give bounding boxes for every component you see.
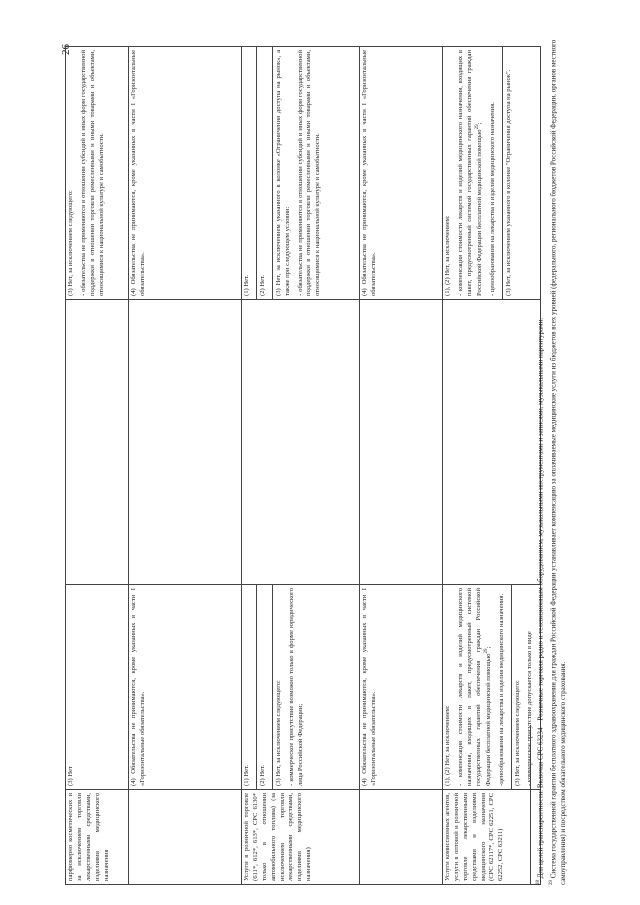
cell-line: - обязательства не применяются в отношении субсидий и иных форм государственной поддержки в отношении торговли ремесленными и иными товарами и объектами, относящимися к национальной культуре и самобытности. [296,50,322,296]
table-row [66,47,129,885]
divider [511,585,512,789]
footnote-rule [530,725,531,885]
divider [272,585,273,789]
cell-line: - ценообразования на лекарства и изделия медицинского назначения. [488,102,496,296]
cell-line: (2) Нет. [258,764,266,786]
commitments-table [65,46,541,885]
cell-line: (2) Нет. [258,274,266,296]
footnote-ref: 29 [474,124,480,130]
footnote [548,25,569,885]
cell-line: (1), (2) Нет, за исключением: [444,215,451,296]
cell-line: (3) Нет, за исключением указанного в колонке «Ограничения доступа на рынок», а также при следующем условии: [274,50,291,296]
table-row [242,47,360,885]
cell-line: (3) Нет, за исключением следующего: [274,680,282,786]
national-treatment-cell-empty [129,300,242,585]
divider [272,47,273,299]
footnotes [530,25,571,885]
additional-cell [66,47,129,300]
divider [256,47,257,299]
divider [502,47,503,299]
cell-line: (3) Нет, за исключением следующего: [67,190,74,296]
national-treatment-cell-empty [66,300,129,585]
cell-line: - обязательства не применяются в отношении субсидий и иных форм государственной поддержки в отношении торговли ремесленными и иными товарами и объектами, относящимися к национальной культуре и самобытности. [79,50,105,296]
footnote-text: Для целей транспарентности: Включая CPC 63234 – Розничные торговля радио и телевизионным оборудованием, музыкальными инструментами и записями, музыкальными партитурами. [536,317,545,879]
cell-line: -ценообразования на лекарства и изделия медицинского назначения. [497,593,505,786]
table-row [129,47,242,885]
national-treatment-cell-empty [360,300,443,585]
sector-cell [242,790,360,885]
cell-line: (3) Нет, за исключением указанного в колонке "Ограничения доступа на рынок". [504,69,512,296]
cell-line: (4) Обязательства не принимаются, кроме указанных в части I «Горизонтальные обязательства». [130,588,146,786]
national-treatment-cell-empty [443,300,541,585]
additional-cell [443,47,541,300]
footnote-number: 29 [549,880,555,885]
market-access-cell [360,585,443,790]
table-row [360,47,443,885]
market-access-cell [66,585,129,790]
cell-line: (1) Нет. [243,764,250,786]
sector-text: Услуги комиссионных агентов, услуги в оптовой и розничной торговле лекарственными средствами и изделиями медицинского назначения (CPC 62117*, CPC 62251, CPC 62252, CPC 63211) [444,793,505,881]
additional-cell [129,47,242,300]
market-access-text: (3) Нет [67,766,74,786]
footnote [535,25,546,885]
sector-cell [66,790,129,885]
cell-line: - коммерческое присутствие возможно только в форме юридического лица Российской Федерации; [287,588,304,786]
additional-cell [360,47,443,300]
cell-line: - компенсация стоимости лекарств и изделий медицинского назначения, входящих в пакет, предусмотренный системой государственных гарантий обеспечения граждан Российской Федерации бесплатной медицинской помощью$^{29}$; [456,588,492,786]
footnote-ref: 29 [483,648,489,654]
footnote-text: Система государственной гарантии бесплатного здравоохранения для граждан Российской Федерации устанавливает компенсацию за оплачиваемые медицинские услуги из бюджетов всех уровней (федерального, регионального бюджетов Российской Федерации, органов местного самоуправления) и посредством обязательного медицинского страхования. [549,39,568,885]
cell-line: (1) Нет. [243,274,250,296]
cell-line: (4) Обязательства не принимаются, кроме указанных в части I «Горизонтальные обязательства». [361,588,377,786]
page-number: 26 [60,44,72,55]
cell-line: (1), (2) Нет, за исключением: [444,705,451,786]
footnote-number: 28 [536,880,541,885]
national-treatment-cell-empty [242,300,360,585]
sector-text: Услуги в розничной торговле (611*, 612*, 613*, CPC 6130* только в отношении автомобильного топлива) (за исключением торговли лекарственными средствами, изделиями медицинского назначения) [243,793,313,881]
cell-line: - коммерческое присутствие допускается только в виде [526,631,534,786]
additional-cell [242,47,360,300]
market-access-cell [242,585,360,790]
sector-cell [129,790,242,885]
sector-cell [443,790,541,885]
sector-cell [360,790,443,885]
market-access-cell [129,585,242,790]
divider [256,585,257,789]
cell-line: (4) Обязательства не принимаются, кроме указанных в части I «Горизонтальные обязательства». [130,50,146,296]
sector-text: парфюмерно косметических и за исключением торговли лекарственными средствами, изделиями медицинского назначения [67,793,110,881]
table-row [443,47,541,885]
cell-line: (4) Обязательства не принимаются, кроме указанных в части I «Горизонтальные обязательства». [361,50,377,296]
market-access-cell [443,585,541,790]
cell-line: (3) Нет, за исключением следующего: [513,680,521,786]
cell-line: - компенсация стоимости лекарств и изделий медицинского назначения, входящих в пакет, предусмотренный системой государственных гарантий обеспечения граждан Российской Федерации бесплатной медицинской помощью$^{29}$; [456,50,483,296]
